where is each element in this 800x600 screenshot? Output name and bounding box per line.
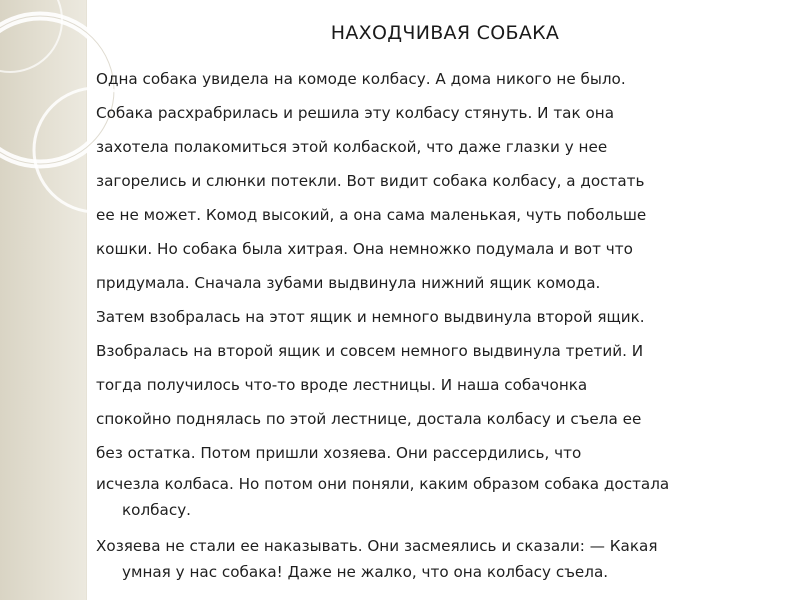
text-line: Хозяева не стали ее наказывать. Они засмеялись и сказали: — Какая — [96, 537, 658, 555]
text-line: без остатка. Потом пришли хозяева. Они рассердились, что — [96, 444, 582, 462]
story-text — [96, 62, 786, 584]
text-line-continuation: колбасу. — [122, 501, 192, 519]
text-line: исчезла колбаса. Но потом они поняли, каким образом собака достала — [96, 475, 670, 493]
text-line-continuation: умная у нас собака! Даже не жалко, что она колбасу съела. — [122, 563, 609, 581]
text-line: ее не может. Комод высокий, а она сама маленькая, чуть побольше — [96, 206, 647, 224]
text-line: придумала. Сначала зубами выдвинула нижний ящик комода. — [96, 274, 601, 292]
text-line: Одна собака увидела на комоде колбасу. А дома никого не было. — [96, 70, 626, 88]
text-line: кошки. Но собака была хитрая. Она немножко подумала и вот что — [96, 240, 633, 258]
story-title: НАХОДЧИВАЯ СОБАКА — [330, 22, 560, 44]
text-line: Собака расхрабрилась и решила эту колбасу стянуть. И так она — [96, 104, 615, 122]
left-decorative-band — [0, 0, 86, 600]
text-line: Затем взобралась на этот ящик и немного выдвинула второй ящик. — [96, 308, 645, 326]
text-line: тогда получилось что-то вроде лестницы. И наша собачонка — [96, 376, 588, 394]
text-line: загорелись и слюнки потекли. Вот видит собака колбасу, а достать — [96, 172, 645, 190]
text-line: спокойно поднялась по этой лестнице, достала колбасу и съела ее — [96, 410, 642, 428]
band-edge-divider — [86, 0, 87, 600]
text-line: Взобралась на второй ящик и совсем немного выдвинула третий. И — [96, 342, 644, 360]
text-line: захотела полакомиться этой колбаской, что даже глазки у нее — [96, 138, 608, 156]
